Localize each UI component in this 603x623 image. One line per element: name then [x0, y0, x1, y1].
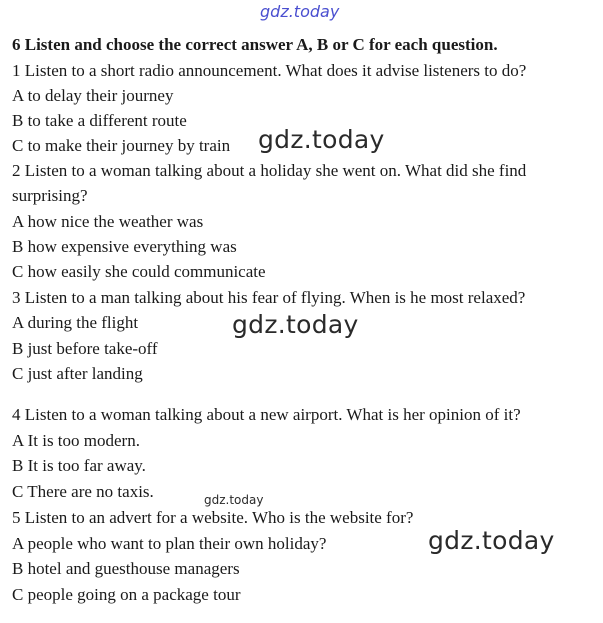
question-4-option-b: B It is too far away.	[12, 456, 146, 475]
question-2-option-a: A how nice the weather was	[12, 212, 204, 231]
question-2-option-c: C how easily she could communicate	[12, 262, 266, 281]
question-5-option-b: B hotel and guesthouse managers	[12, 559, 240, 578]
question-1-option-b: B to take a different route	[12, 111, 187, 130]
question-4-option-a: A It is too modern.	[12, 431, 140, 450]
question-4: 4 Listen to a woman talking about a new airport. What is her opinion of it?	[12, 405, 521, 424]
question-3-option-b: B just before take-off	[12, 339, 158, 358]
question-2-option-b: B how expensive everything was	[12, 237, 237, 256]
question-3: 3 Listen to a man talking about his fear of flying. When is he most relaxed?	[12, 288, 526, 307]
question-1-option-c: C to make their journey by train	[12, 136, 231, 155]
question-3-option-a: A during the flight	[12, 313, 139, 332]
question-5-option-a: A people who want to plan their own holiday?	[12, 534, 327, 553]
watermark-top: gdz.today	[260, 2, 340, 21]
watermark-2: gdz.today	[232, 310, 359, 339]
question-2-line-2: surprising?	[12, 186, 88, 205]
question-5: 5 Listen to an advert for a website. Who is the website for?	[12, 508, 414, 527]
watermark-3: gdz.today	[204, 493, 264, 507]
question-1-option-a: A to delay their journey	[12, 86, 174, 105]
question-1: 1 Listen to a short radio announcement. What does it advise listeners to do?	[12, 61, 527, 80]
watermark-4: gdz.today	[428, 526, 555, 555]
question-5-option-c: C people going on a package tour	[12, 585, 241, 604]
exercise-heading: 6 Listen and choose the correct answer A, B or C for each question.	[12, 35, 498, 54]
question-2-line-1: 2 Listen to a woman talking about a holiday she went on. What did she find	[12, 161, 527, 180]
question-4-option-c: C There are no taxis.	[12, 482, 154, 501]
question-3-option-c: C just after landing	[12, 364, 143, 383]
watermark-1: gdz.today	[258, 125, 385, 154]
